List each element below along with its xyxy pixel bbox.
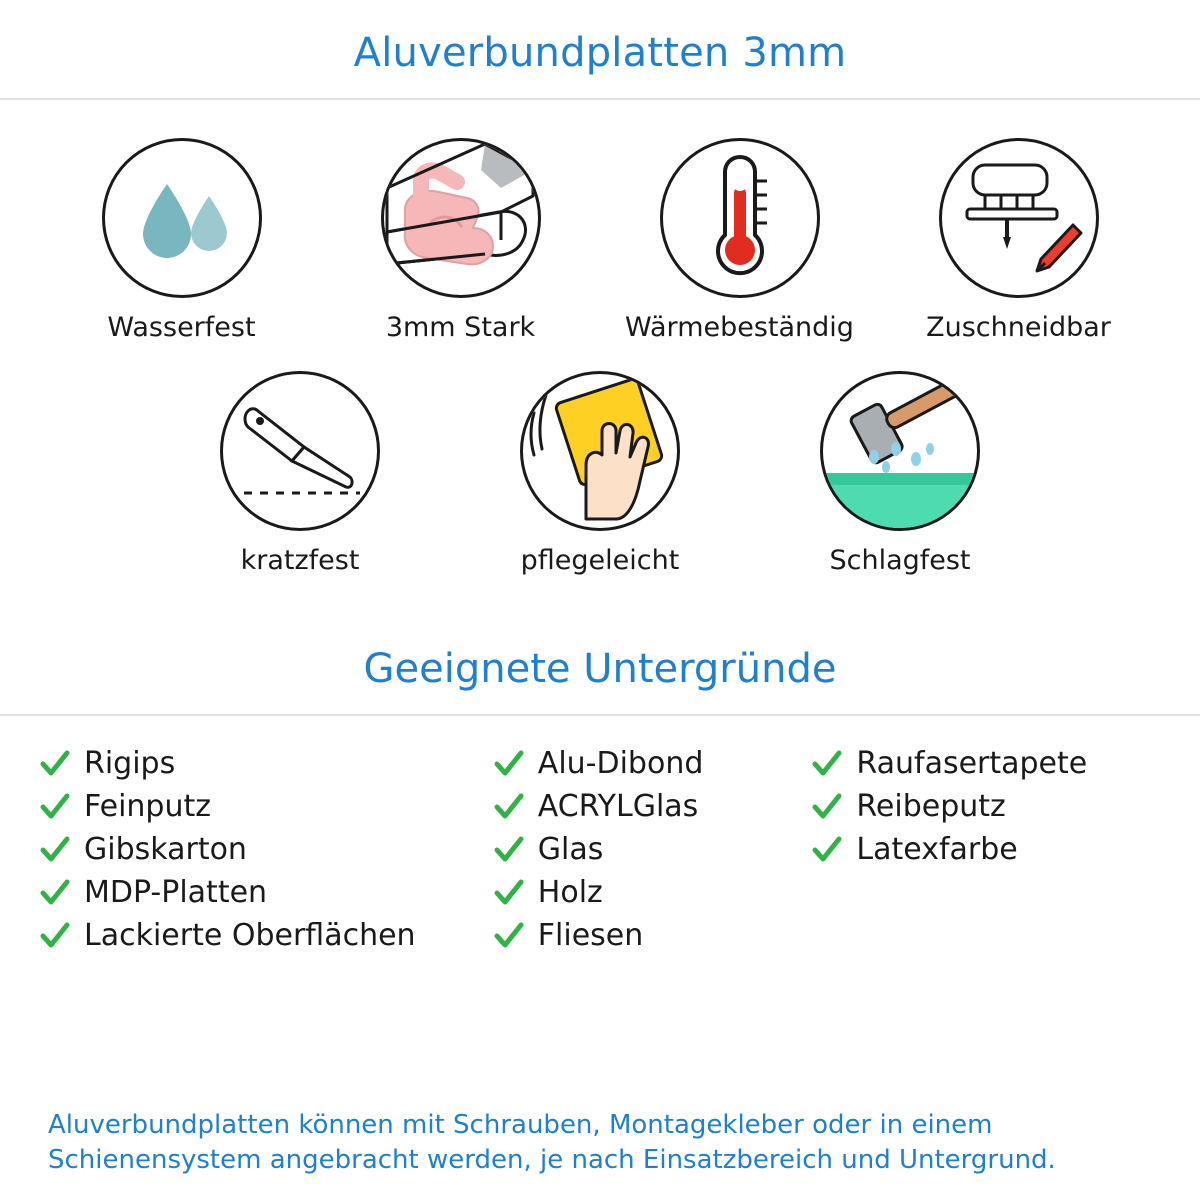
list-item [494,914,813,957]
feature-icon-circle [939,138,1099,298]
list-item [40,785,494,828]
check-icon [494,749,524,779]
knife-scratch-icon [230,389,370,513]
check-icon [494,921,524,951]
feature-3mm-stark [321,138,600,343]
feature-label: Zuschneidbar [926,312,1111,343]
check-icon [40,792,70,822]
jigsaw-cutter-icon [949,151,1089,285]
feature-icon-circle [820,371,980,531]
footnote-text: Aluverbundplatten können mit Schrauben, Montagekleber oder in einem Schienensystem angebracht werden, je nach Einsatzbereich und Untergrund. [48,1110,1056,1176]
feature-icon-circle [660,138,820,298]
feature-label: Wärmebeständig [625,312,854,343]
feature-icon-circle [520,371,680,531]
list-item [40,742,494,785]
hammer-impact-icon [820,371,980,531]
check-icon [40,921,70,951]
substrates-column-1 [40,742,494,957]
feature-waermebestaendig [600,138,879,343]
list-item-label: Rigips [84,746,176,781]
flexed-arm-icon [381,138,541,298]
check-icon [494,878,524,908]
feature-label: 3mm Stark [385,312,536,343]
water-drops-icon [127,166,237,270]
check-icon [812,835,842,865]
list-item [812,785,1160,828]
check-icon [494,792,524,822]
substrates-column-3 [812,742,1160,957]
list-item [494,871,813,914]
feature-label: Wasserfest [107,312,256,343]
feature-schlagfest [750,371,1050,576]
thermometer-icon [705,151,775,285]
list-item [494,742,813,785]
list-item-label: Feinputz [84,789,211,824]
page-title: Aluverbundplatten 3mm [353,30,847,76]
list-item [812,828,1160,871]
check-icon [40,878,70,908]
check-icon [40,835,70,865]
substrates-column-2 [494,742,813,957]
list-item-label: Holz [537,875,603,910]
feature-icon-circle [381,138,541,298]
list-item-label: Fliesen [537,918,644,953]
list-item [40,871,494,914]
list-item-label: Latexfarbe [856,832,1018,867]
cleaning-hand-cloth-icon [520,371,680,531]
check-icon [812,792,842,822]
feature-label: kratzfest [240,545,360,576]
feature-icon-circle [102,138,262,298]
feature-row-1 [42,138,1158,343]
list-item [812,742,1160,785]
check-icon [494,835,524,865]
list-item [40,828,494,871]
list-item [40,914,494,957]
feature-icon-circle [220,371,380,531]
substrates-lists [0,716,1200,957]
list-item [494,785,813,828]
substrates-title: Geeignete Untergründe [363,646,837,692]
list-item-label: Reibeputz [856,789,1006,824]
feature-pflegeleicht [450,371,750,576]
feature-kratzfest [150,371,450,576]
feature-grid [0,100,1200,576]
feature-label: pflegeleicht [520,545,680,576]
list-item-label: Lackierte Oberflächen [84,918,416,953]
list-item-label: Glas [537,832,604,867]
list-item-label: Raufasertapete [856,746,1088,781]
check-icon [812,749,842,779]
check-icon [40,749,70,779]
list-item-label: ACRYLGlas [537,789,699,824]
list-item-label: Gibskarton [84,832,247,867]
feature-zuschneidbar [879,138,1158,343]
list-item-label: MDP-Platten [84,875,268,910]
feature-wasserfest [42,138,321,343]
feature-label: Schlagfest [829,545,971,576]
feature-row-2 [42,371,1158,576]
list-item-label: Alu-Dibond [537,746,704,781]
list-item [494,828,813,871]
